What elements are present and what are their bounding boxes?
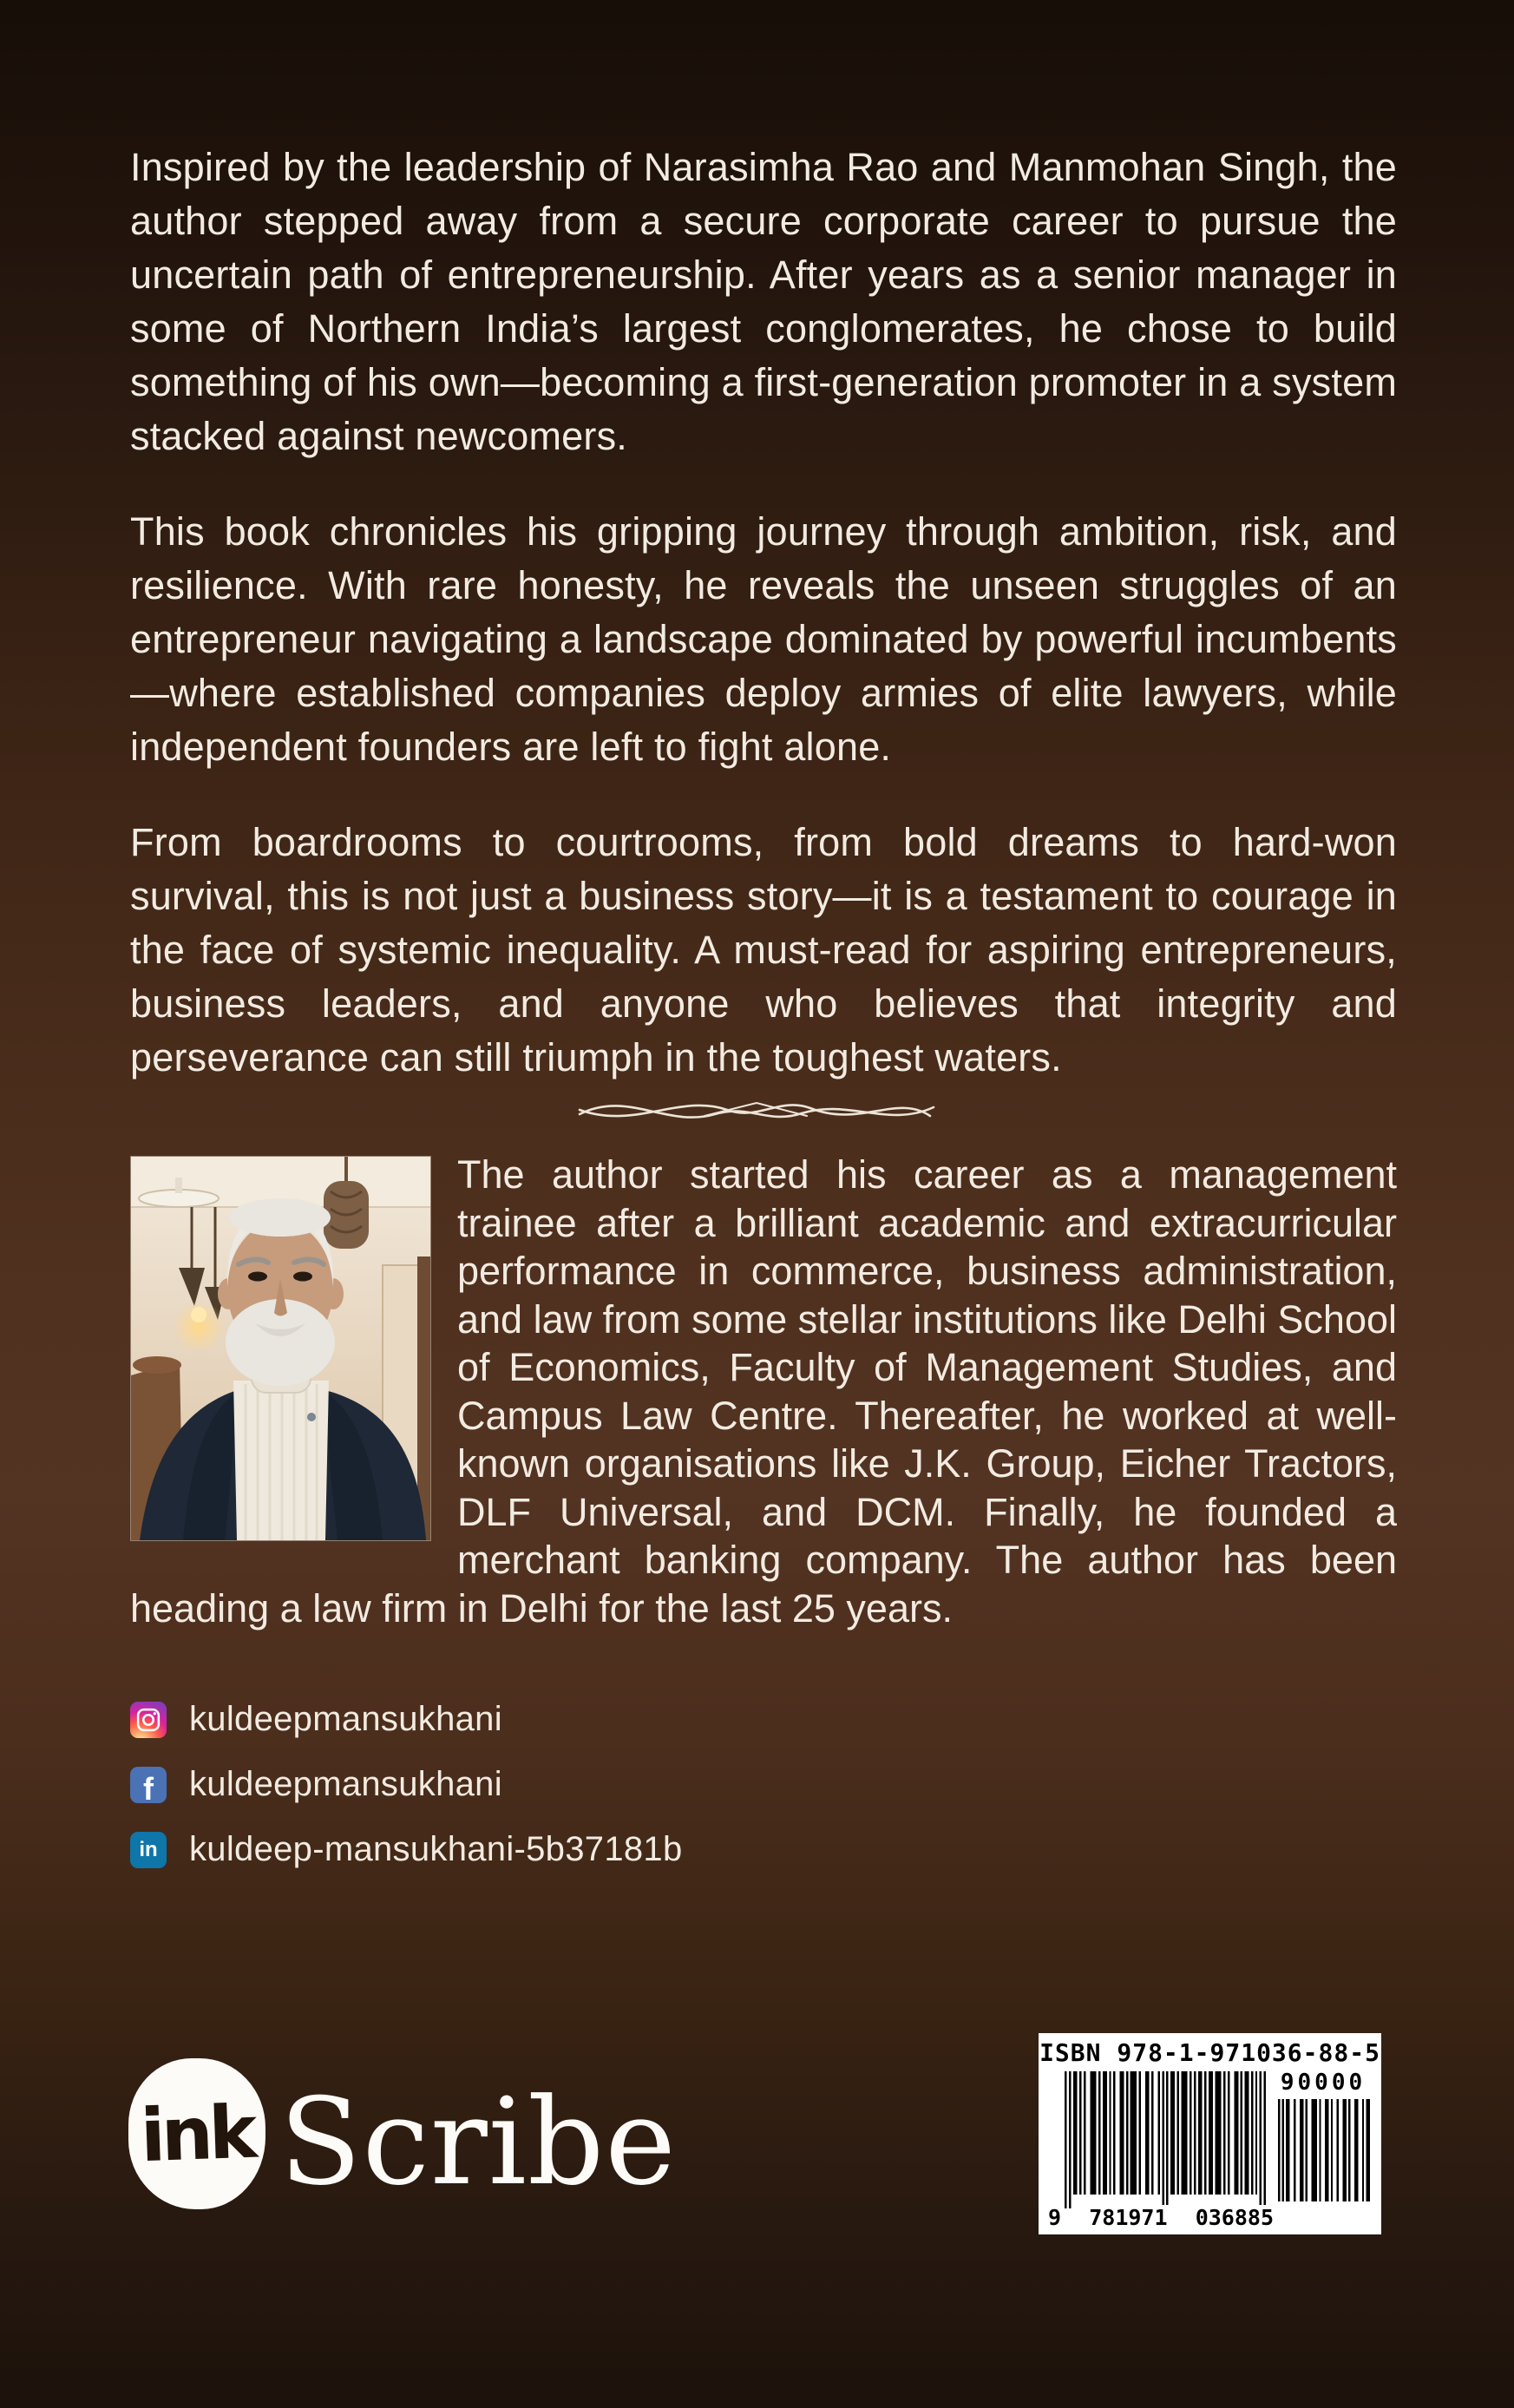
social-row-facebook [130,1752,683,1817]
social-row-instagram [130,1687,683,1752]
isbn-number: ISBN 978-1-971036-88-5 [1039,2038,1380,2067]
author-bio-text: The author started his career as a management trainee after a brilliant academic and extracurricular performance in commerce, business administration, and law from some stellar institutions like Delhi School of Economics, Faculty of Management Studies, and Campus Law Centre. Thereafter, he worked at well-known organisations like J.K. Group, Eicher Tractors, DLF Universal, and DCM. Finally, he founded a merchant banking company. The author has been heading a law firm in Delhi for the last 25 years. [130,1152,1397,1630]
social-links [130,1687,683,1882]
author-photo [130,1156,431,1541]
facebook-handle: kuldeepmansukhani [189,1765,502,1803]
social-row-linkedin [130,1817,683,1882]
author-bio-section [130,1151,1397,1632]
price-code: 90000 [1280,2070,1367,2096]
flourish-divider-icon [574,1083,939,1133]
publisher-logo-blob [128,2058,265,2209]
ean-digits [1045,2205,1276,2230]
synopsis-paragraph-1: Inspired by the leadership of Narasimha Rao and Manmohan Singh, the author stepped away from a secure corporate career to pursue the uncertain path of entrepreneurship. After years as a senior manager in some of Northern India’s largest conglomerates, he chose to build something of his own—becoming a first-generation promoter in a system stacked against newcomers. [130,145,1397,458]
facebook-icon: f [130,1767,167,1803]
ean-barcode-bars [1065,2071,1266,2208]
ean-group-2: 036885 [1193,2205,1276,2230]
synopsis [130,141,1397,1126]
publisher-logo-ink: ink [139,2089,255,2179]
ean-group-1: 781971 [1086,2205,1170,2230]
isbn-barcode [1039,2033,1381,2234]
synopsis-paragraph-2: This book chronicles his gripping journey through ambition, risk, and resilience. With rare honesty, he reveals the unseen struggles of an entrepreneur navigating a landscape dominated by powerful incumbents—where established companies deploy armies of elite lawyers, while independent founders are left to fight alone. [130,509,1397,769]
synopsis-paragraph-3: From boardrooms to courtrooms, from bold dreams to hard-won survival, this is not just a business story—it is a testament to courage in the face of systemic inequality. A must-read for aspiring entrepreneurs, business leaders, and anyone who believes that integrity and perseverance can still triumph in the toughest waters. [130,820,1397,1079]
ean-addon-bars [1278,2099,1370,2201]
publisher-logo-scribe: Scribe [279,2071,677,2212]
linkedin-icon: in [130,1832,167,1868]
instagram-icon [130,1702,167,1738]
instagram-handle: kuldeepmansukhani [189,1700,502,1738]
ean-left-digit: 9 [1045,2205,1064,2230]
linkedin-handle: kuldeep-mansukhani-5b37181b [189,1830,683,1868]
